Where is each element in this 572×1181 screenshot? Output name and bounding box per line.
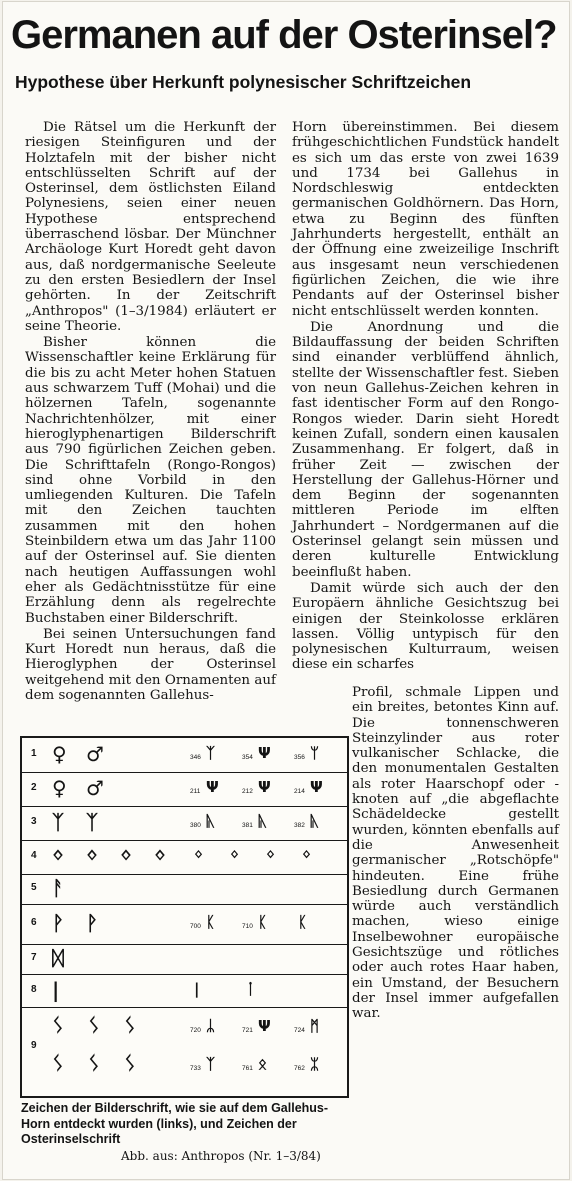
row-number: 8 <box>31 983 37 995</box>
glyph-row <box>22 974 347 1008</box>
easter-island-glyph: | <box>194 979 200 998</box>
gallehus-glyph: ᛜ <box>120 844 132 868</box>
row-number: 7 <box>31 952 37 963</box>
glyph-number: 761 <box>242 1065 253 1072</box>
easter-island-glyph: ᛕ <box>258 913 268 931</box>
easter-island-glyph: ᛉ <box>206 744 216 762</box>
paragraph: Die Rätsel um die Herkunft der riesigen Steinfiguren und der Holztafeln mit der bisher nicht entschlüsselten Schrift auf der Osterinsel, dem östlichsten Eiland Polynesiens, seien einer neuen Hypothese entsprechend überraschend lösbar. Der Münchner Archäologe Kurt Horedt geht davon aus, daß nordgermanische Seeleute zu den ersten Besiedlern der Insel gehörten. In der Zeitschrift „Anthropos" (1–3/1984) erläutert er seine Theorie. <box>25 120 276 334</box>
easter-island-glyph: ᛜ <box>302 846 312 864</box>
paragraph: Bei seinen Untersuchungen fand Kurt Horedt nun heraus, daß die Hieroglyphen der Osterinsel weitgehend mit den Ornamenten auf dem sogenannten Gallehus- <box>25 626 276 703</box>
easter-island-glyph: ᛦ <box>206 1017 216 1035</box>
easter-island-glyph: ᛜ <box>194 846 204 864</box>
row-number: 6 <box>31 917 37 928</box>
easter-island-glyph: ᛕ <box>298 913 308 931</box>
row-number: 5 <box>31 882 37 893</box>
glyph-number: 720 <box>190 1027 201 1034</box>
glyph-number: 710 <box>242 923 253 930</box>
glyph-number: 762 <box>294 1065 305 1072</box>
glyph-row <box>22 772 347 807</box>
gallehus-glyph: ᛊ <box>124 1051 136 1075</box>
gallehus-glyph: ᚹ <box>52 911 64 935</box>
glyph-number: 700 <box>190 923 201 930</box>
easter-island-glyph: ᛕ <box>206 913 216 931</box>
paragraph: Profil, schmale Lippen und ein breites, betontes Kinn auf. Die tonnenschweren Steinzylinder aus roter vulkanischer Schlacke, die den monumentalen Gestalten als roter Haarschopf oder -knoten auf „die abgeflachte Schädeldecke gestellt wurden, könnten ebenfalls auf die Anwesenheit germanischer „Rotschöpfe" hindeuten. Eine frühe Besiedlung durch Germanen würde auch verständlich machen, wieso einige Inselbewohner europäische Gesichtszüge und rötliches oder auch rotes Haar haben, ein Umstand, der Besuchern der Insel immer aufgefallen war. <box>352 685 559 1022</box>
gallehus-glyph: ♂ <box>86 776 104 800</box>
glyph-number: 382 <box>294 822 305 829</box>
gallehus-glyph: ᛜ <box>154 844 166 868</box>
figure-source: Abb. aus: Anthropos (Nr. 1–3/84) <box>121 1149 321 1163</box>
glyph-number: 721 <box>242 1027 253 1034</box>
glyph-row <box>22 738 347 773</box>
gallehus-glyph: ᚹ <box>86 911 98 935</box>
glyph-number: 733 <box>190 1065 201 1072</box>
paragraph: Die Anordnung und die Bildauffassung der beiden Schriften sind einander verblüffend ähnlich, stellte der Wissenschaftler fest. Sieben von neun Gallehus-Zeichen kehren in fast identischer Form auf den Rongo-Rongos wieder. Darin sieht Horedt keinen Zufall, sondern einen kausalen Zusammenhang. Er folgert, daß in früher Zeit — zwischen der Herstellung der Gallehus-Hörner und dem Beginn der sogenannten mittleren Periode im elften Jahrhundert – Nordgermanen auf die Osterinsel gelangt sein müssen und deren kulturelle Entwicklung beeinflußt haben. <box>292 319 559 580</box>
article-column-3 <box>352 685 559 1022</box>
paragraph: Damit würde sich auch der den Europäern ähnliche Gesichtszug bei einigen der Steinkolosse erklären lassen. Völlig untypisch für den polynesischen Kulturraum, weisen diese ein scharfes <box>292 580 559 673</box>
easter-island-glyph: Ψ <box>310 778 323 796</box>
glyph-number: 381 <box>242 822 253 829</box>
row-number: 9 <box>31 1039 37 1051</box>
gallehus-glyph: ᛊ <box>52 1013 64 1037</box>
glyph-comparison-figure <box>20 736 349 1098</box>
gallehus-glyph: ᛜ <box>52 844 64 868</box>
headline: Germanen auf der Osterinsel? <box>11 13 557 57</box>
article-column-1 <box>25 120 276 703</box>
gallehus-glyph: ᛊ <box>124 1013 136 1037</box>
easter-island-glyph: ᛜ <box>266 846 276 864</box>
glyph-number: 212 <box>242 788 253 795</box>
gallehus-glyph: ᛞ <box>52 946 64 970</box>
paragraph: Bisher können die Wissenschaftler keine Erklärung für die bis zu acht Meter hohen Statuen aus schwarzem Tuff (Mohai) und die hölzernen Tafeln, sogenannte Nachrichtenhölzer, mit einer hieroglyphenartigen Bilderschrift aus 790 figürlichen Zeichen geben. Die Schrifttafeln (Rongo-Rongos) sind ohne Vorbild in den umliegenden Kulturen. Die Tafeln mit den Zeichen tauchten zusammen mit den hohen Steinbildern etwa um das Jahr 1100 auf der Osterinsel auf. Sie dienten nach heutigen Auffassungen wohl eher als Gedächtnisstütze für eine Erzählung denn als regelrechte Buchstaben einer Bilderschrift. <box>25 335 276 626</box>
glyph-number: 346 <box>190 754 201 761</box>
glyph-row <box>22 944 347 975</box>
glyph-number: 380 <box>190 822 201 829</box>
row-number: 2 <box>31 782 37 793</box>
gallehus-glyph: ᛊ <box>52 1051 64 1075</box>
gallehus-glyph: | <box>52 977 60 1002</box>
gallehus-glyph: ᛉ <box>52 810 64 834</box>
row-number: 3 <box>31 816 37 827</box>
easter-island-glyph: Ψ <box>258 778 271 796</box>
glyph-number: 724 <box>294 1027 305 1034</box>
easter-island-glyph: ᚣ <box>310 812 320 830</box>
easter-island-glyph: ᛜ <box>230 846 240 864</box>
figure-caption: Zeichen der Bilderschrift, wie sie auf dem Gallehus-Horn entdeckt wurden (links), und Zeichen der Osterinselschrift <box>21 1101 329 1146</box>
gallehus-glyph: ♂ <box>86 742 104 766</box>
easter-island-glyph: ᚣ <box>206 812 216 830</box>
easter-island-glyph: ᛯ <box>310 1055 320 1073</box>
easter-island-glyph: ᚣ <box>258 812 268 830</box>
glyph-row <box>22 904 347 945</box>
gallehus-glyph: ᛊ <box>88 1013 100 1037</box>
gallehus-glyph: ᚨ <box>52 876 64 900</box>
easter-island-glyph: Ψ <box>206 778 219 796</box>
glyph-row <box>22 806 347 841</box>
glyph-row <box>22 874 347 905</box>
gallehus-glyph: ♀ <box>52 742 67 766</box>
row-number: 1 <box>31 748 37 759</box>
gallehus-glyph: ᛊ <box>88 1051 100 1075</box>
gallehus-glyph: ᛜ <box>86 844 98 868</box>
easter-island-glyph: ᛟ <box>258 1055 268 1073</box>
row-number: 4 <box>31 850 37 861</box>
glyph-number: 354 <box>242 754 253 761</box>
newspaper-clipping <box>3 2 569 1179</box>
easter-island-glyph: ᛘ <box>310 744 320 762</box>
easter-island-glyph: ᛙ <box>246 979 256 998</box>
glyph-number: 356 <box>294 754 305 761</box>
gallehus-glyph: ♀ <box>52 776 67 800</box>
gallehus-glyph: ᛉ <box>86 810 98 834</box>
glyph-number: 211 <box>190 788 201 795</box>
subheadline: Hypothese über Herkunft polynesischer Schriftzeichen <box>15 72 472 92</box>
easter-island-glyph: ᛗ <box>310 1017 320 1035</box>
glyph-row <box>22 1007 347 1086</box>
glyph-row <box>22 840 347 875</box>
easter-island-glyph: Ψ <box>258 744 271 762</box>
paragraph: Horn übereinstimmen. Bei diesem frühgeschichtlichen Fundstück handelt es sich um das erste von zwei 1639 und 1734 bei Gallehus in Nordschleswig entdeckten germanischen Goldhörnern. Das Horn, etwa zu Beginn des fünften Jahrhunderts hergestellt, enthält an der Öffnung eine zweizeilige Inschrift aus insgesamt neun verschiedenen figürlichen Zeichen, die wie ihre Pendants auf der Osterinsel bisher nicht entschlüsselt werden konnten. <box>292 120 559 319</box>
easter-island-glyph: Ψ <box>258 1017 271 1035</box>
glyph-number: 214 <box>294 788 305 795</box>
article-column-2 <box>292 120 559 673</box>
easter-island-glyph: ᛉ <box>206 1055 216 1073</box>
